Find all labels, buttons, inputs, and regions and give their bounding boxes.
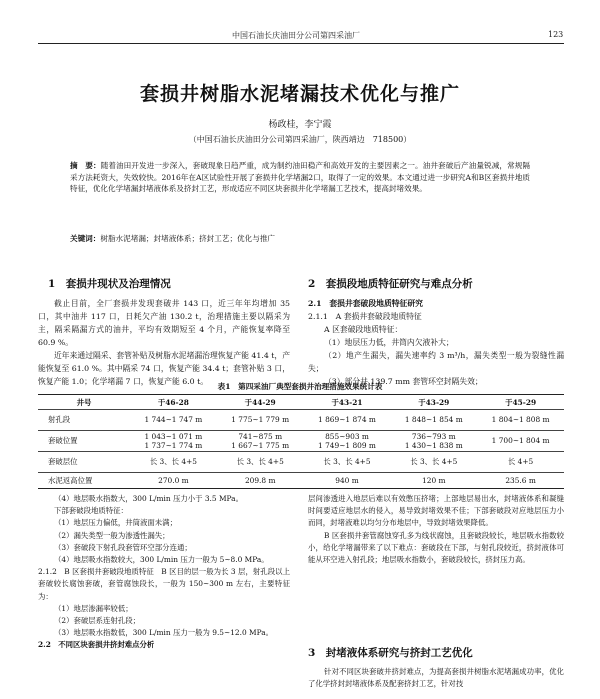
paper-title: 套损井树脂水泥堵漏技术优化与推广 <box>139 83 460 105</box>
table-cell: 1 869~1 874 m <box>304 410 391 431</box>
table-cell: 长 3、长 4+5 <box>217 452 304 473</box>
page-number: 123 <box>548 30 564 39</box>
keywords <box>70 233 530 244</box>
list-item: （3）地层吸水指数低，300 L/min 压力一般为 9.5~12.0 MPa。 <box>54 628 274 638</box>
subsection-2-1: 2.1 套损井套破段地质特征研究 <box>308 299 423 308</box>
authors: 杨政桂，李宁霞 <box>268 120 332 130</box>
table-row <box>38 410 564 431</box>
table-row-label: 套破位置 <box>38 431 130 452</box>
table-cell: 940 m <box>304 473 391 489</box>
list-item: （4）地层吸水指数大，300 L/min 压力小于 3.5 MPa。 <box>54 494 243 503</box>
table-header-cell: 于44-29 <box>217 395 304 410</box>
subsection-2-1-1: 2.1.1 A 套损井套破段地质特征 <box>308 312 422 321</box>
table-header-cell: 于43-21 <box>304 395 391 410</box>
list-item: （2）地产生漏失，漏失速率约 3 m³/h，漏失类型一般为裂缝性漏失； <box>308 351 564 373</box>
table-cell: 209.8 m <box>217 473 304 489</box>
table-cell: 长 3、长 4+5 <box>390 452 477 473</box>
paragraph: B 区套损井套管腐蚀穿孔多为线状腐蚀，且套破段较长，地层吸水指数较小，给化学堵漏带来了以下难点：套破段在下部，与射孔段较近，挤封液体可能从环空进入射孔段；地层吸水指数小，套破段较长，挤封压力高。 <box>308 530 564 565</box>
paragraph: 层间渗透进入地层后难以有效憋压挤堵；上部地层易出水，封堵液体系和凝缝时间要适应地层水的侵入，易导致封堵效果不佳；下部套破段对应地层压力小而同，封堵液难以均匀分布地层中，导致封堵效果降低。 <box>308 494 564 528</box>
table-cell: 1 700~1 804 m <box>477 431 564 452</box>
table-header-cell: 井号 <box>38 395 130 410</box>
table-cell: 1 804~1 808 m <box>477 410 564 431</box>
table-header-cell: 于43-29 <box>390 395 477 410</box>
section-3-heading: 3 封堵液体系研究与挤封工艺优化 <box>308 647 473 659</box>
list-item: （1）地层压力低，井筒内欠液补大； <box>324 338 454 347</box>
table-cell: 120 m <box>390 473 477 489</box>
table-row-label: 套破层位 <box>38 452 130 473</box>
table-header-cell: 于46-28 <box>130 395 217 410</box>
table-cell: 741~875 m 1 667~1 775 m <box>217 431 304 452</box>
section-1-heading: 1 套损井现状及治理情况 <box>48 278 171 290</box>
journal-header: 中国石油长庆油田分公司第四采油厂 <box>232 31 360 40</box>
abstract-text: 随着油田开发进一步深入，套破现象日趋严重，成为制约油田稳产和高效开发的主要因素之一。油井套破后产油量锐减，常规隔采方法耗资大，失效较快。2016年在A区试验性开展了套损井化学堵漏2口，取得了一定的效果。本文通过进一步研究A和B区套损井地质特征，优化化学堵漏封堵液体系及挤封工艺，形成适应不同区块套损井化学堵漏工艺技术，提高封堵效果。 <box>70 161 530 193</box>
header-rule <box>38 43 564 44</box>
table-cell: 1 848~1 854 m <box>390 410 477 431</box>
table-cell: 736~793 m 1 430~1 838 m <box>390 431 477 452</box>
table-cell: 长 3、长 4+5 <box>130 452 217 473</box>
table-row <box>38 473 564 489</box>
table-header-row <box>38 395 564 410</box>
keywords-text: 树脂水泥堵漏；封堵液体系；挤封工艺；优化与推广 <box>100 234 276 243</box>
section-1-paragraph: 近年来通过隔采、套管补贴及树脂水泥堵漏治理恢复产能 41.4 t，产能恢复至 61.0 %。其中隔采 74 口，恢复产能 34.4 t；套管补贴 3 口，恢复产能 1.0；化学堵漏 7 口，恢复产能 6.0 t。 <box>38 351 290 386</box>
paragraph: 针对不同区块套破井挤封难点，为提高套损井树脂水泥堵漏成功率，优化了化学挤封封堵液体系及配套挤封工艺，针对技 <box>308 667 564 689</box>
table-row-label: 射孔段 <box>38 410 130 431</box>
table-row <box>38 452 564 473</box>
list-item: 下部套破段地质特征： <box>54 506 128 516</box>
list-item: （2）漏失类型一般为渗透性漏失； <box>54 530 170 540</box>
list-item: （1）地层渗漏率较低； <box>54 603 133 613</box>
affiliation: （中国石油长庆油田分公司第四采油厂，陕西靖边 718500） <box>188 135 412 144</box>
table-caption: 表1 第四采油厂典型套损井治理措施效果统计表 <box>217 382 383 391</box>
section-2-heading: 2 套损段地质特征研究与难点分析 <box>308 278 473 290</box>
table-header-cell: 于45-29 <box>477 395 564 410</box>
table-cell: 270.0 m <box>130 473 217 489</box>
subsection-2-2: 2.2 不同区块套损井挤封难点分析 <box>38 640 155 650</box>
table-cell: 855~903 m 1 749~1 809 m <box>304 431 391 452</box>
table-row-label: 水泥返高位置 <box>38 473 130 489</box>
subsection-2-1-2: 2.1.2 B 区套损井套破段地质特征 B 区目的层一般为长 3 层，射孔段以上套破较长腐蚀套破，套管腐蚀段长，一般为 150~300 m 左右，主要特征为： <box>38 567 290 601</box>
table-cell: 1 775~1 779 m <box>217 410 304 431</box>
table-cell: 235.6 m <box>477 473 564 489</box>
table-row <box>38 431 564 452</box>
list-item: （3）部分井 139.7 mm 套管环空封隔失效； <box>324 377 483 386</box>
section-2-body <box>308 297 564 388</box>
list-item: （1）地层压力偏低，井筒液面未满； <box>54 518 177 528</box>
section-1-paragraph: 截止目前，全厂套损井发现套破井 143 口，近三年年均增加 35 口，其中油井 117 口，日耗欠产油 130.2 t，治理措施主要以隔采为主，隔采隔漏方式的油井，平均有效期短至 4 个月，产能恢复率降至 60.9 %。 <box>38 299 290 347</box>
table-cell: 长 3、长 4+5 <box>304 452 391 473</box>
abstract <box>70 160 530 195</box>
keywords-label: 关键词： <box>70 234 101 243</box>
list-item: （2）套破层系连射孔段； <box>54 616 141 626</box>
list-item: （4）地层吸水指数较大，300 L/min 压力一般为 5~8.0 MPa。 <box>54 555 269 565</box>
lower-right-column <box>308 493 564 566</box>
list-item: A 区套破段地质特征： <box>324 325 403 334</box>
lower-left-column <box>38 493 290 652</box>
section-1-body <box>38 297 290 388</box>
data-table <box>38 394 564 489</box>
section-3-body <box>308 666 564 692</box>
list-item: （3）套破段下射孔段套管环空部分连通； <box>54 542 192 552</box>
table-cell: 长 4+5 <box>477 452 564 473</box>
table-cell: 1 043~1 071 m 1 737~1 774 m <box>130 431 217 452</box>
table-cell: 1 744~1 747 m <box>130 410 217 431</box>
abstract-label: 摘 要： <box>70 161 101 170</box>
